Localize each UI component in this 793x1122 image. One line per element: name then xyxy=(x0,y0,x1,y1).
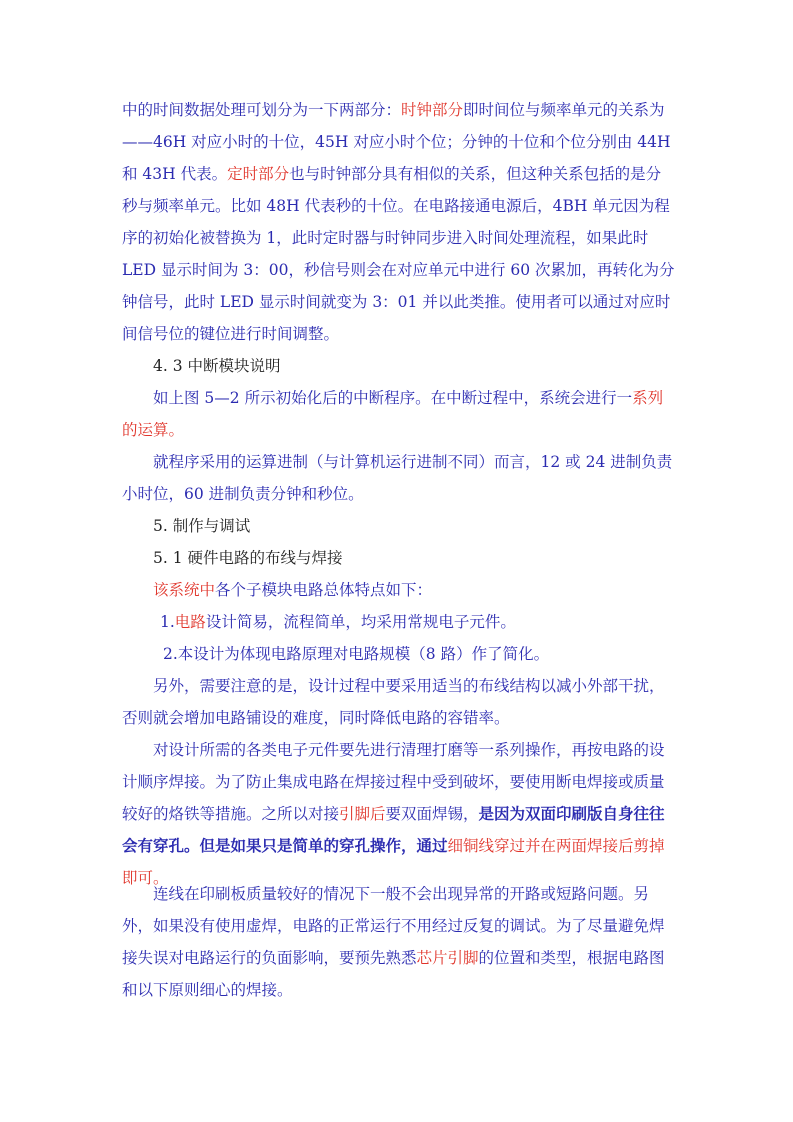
text-run: 和 43H 代表。 xyxy=(122,165,228,183)
highlight-chip-pins: 芯片引脚 xyxy=(416,949,479,967)
text-line: 连线在印刷板质量较好的情况下一般不会出现异常的开路或短路问题。另 xyxy=(153,885,650,903)
text-line: 就程序采用的运算进制（与计算机运行进制不同）而言，12 或 24 进制负责 xyxy=(153,453,673,471)
highlight-pins: 引脚后 xyxy=(339,805,386,823)
highlight-series: 系列 xyxy=(632,389,664,407)
text-run: 较好的烙铁等措施。之所以对接 xyxy=(122,805,340,823)
highlight-system: 该系统中 xyxy=(153,581,216,599)
text-line: 秒与频率单元。比如 48H 代表秒的十位。在电路接通电源后，4BH 单元因为程 xyxy=(122,197,670,215)
text-line: 钟信号，此时 LED 显示时间就变为 3：01 并以此类推。使用者可以通过对应时 xyxy=(122,293,671,311)
text-run: 如上图 5—2 所示初始化后的中断程序。在中断过程中，系统会进行一 xyxy=(153,389,633,407)
list-item-2 xyxy=(122,638,723,670)
bold-text-run: 会有穿孔。但是如果只是简单的穿孔操作，通过 xyxy=(122,836,448,855)
list-number: 1. xyxy=(160,613,175,631)
paragraph-interrupt xyxy=(122,382,713,446)
text-run: 各个子模块电路总体特点如下： xyxy=(215,581,433,599)
text-line: 另外，需要注意的是，设计过程中要采用适当的布线结构以减小外部干扰， xyxy=(153,677,665,695)
section-heading-5-1 xyxy=(122,542,713,574)
paragraph-features-intro xyxy=(122,574,713,606)
text-line: 否则就会增加电路铺设的难度，同时降低电路的容错率。 xyxy=(122,709,510,727)
heading-text: 4. 3 中断模块说明 xyxy=(153,357,281,375)
paragraph-wiring-structure xyxy=(122,670,713,734)
text-line: 小时位，60 进制负责分钟和秒位。 xyxy=(122,485,364,503)
text-run: 设计简易，流程简单，均采用常规电子元件。 xyxy=(205,613,516,631)
text-run: 中的时间数据处理可划分为一下两部分： xyxy=(122,101,402,119)
text-run: 的位置和类型，根据电路图 xyxy=(478,949,665,967)
list-item-1 xyxy=(122,606,720,638)
highlight-circuit: 电路 xyxy=(174,613,206,631)
highlight-timer-part: 定时部分 xyxy=(227,165,290,183)
text-line: LED 显示时间为 3：00，秒信号则会在对应单元中进行 60 次累加，再转化为分 xyxy=(122,261,675,279)
text-line: 间信号位的键位进行时间调整。 xyxy=(122,325,340,343)
text-line xyxy=(122,158,682,190)
text-line xyxy=(160,606,720,638)
text-run: 即时间位与频率单元的关系为 xyxy=(463,101,665,119)
paragraph-soldering xyxy=(122,734,682,894)
text-line: 对设计所需的各类电子元件要先进行清理打磨等一系列操作，再按电路的设 xyxy=(153,741,665,759)
text-line xyxy=(122,94,682,126)
text-run: 接失误对电路运行的负面影响，要预先熟悉 xyxy=(122,949,417,967)
text-line: 即可。 xyxy=(122,869,169,887)
text-line: 外，如果没有使用虚焊，电路的正常运行不用经过反复的调试。为了尽量避免焊 xyxy=(122,917,665,935)
text-run: 也与时钟部分具有相似的关系，但这种关系包括的是分 xyxy=(289,165,662,183)
heading-text: 5. 1 硬件电路的布线与焊接 xyxy=(153,549,343,567)
highlight-copper-wire: 细铜线穿过并在两面焊接后剪掉 xyxy=(447,837,665,855)
bold-text-run: 是因为双面印刷版自身往往 xyxy=(478,804,665,823)
text-line xyxy=(122,830,682,862)
text-line: 的运算。 xyxy=(122,421,185,439)
text-line: ——46H 对应小时的十位，45H 对应小时个位；分钟的十位和个位分别由 44H xyxy=(122,133,671,151)
paragraph-number-base xyxy=(122,446,713,510)
text-line xyxy=(122,942,682,974)
text-line: 序的初始化被替换为 1，此时定时器与时钟同步进入时间处理流程，如果此时 xyxy=(122,229,649,247)
text-line xyxy=(153,382,713,414)
text-line: 2.本设计为体现电路原理对电路规模（8 路）作了简化。 xyxy=(163,645,550,663)
text-line xyxy=(153,574,713,606)
text-line xyxy=(122,798,682,830)
paragraph-clock-timing xyxy=(122,94,682,350)
highlight-clock-part: 时钟部分 xyxy=(401,101,464,119)
section-heading-4-3 xyxy=(122,350,713,382)
text-run: 要双面焊锡， xyxy=(385,805,479,823)
text-line: 计顺序焊接。为了防止集成电路在焊接过程中受到破坏，要使用断电焊接或质量 xyxy=(122,773,665,791)
heading-text: 5. 制作与调试 xyxy=(153,517,251,535)
section-heading-5 xyxy=(122,510,713,542)
paragraph-wiring-quality xyxy=(122,878,682,1006)
text-line: 和以下原则细心的焊接。 xyxy=(122,981,293,999)
